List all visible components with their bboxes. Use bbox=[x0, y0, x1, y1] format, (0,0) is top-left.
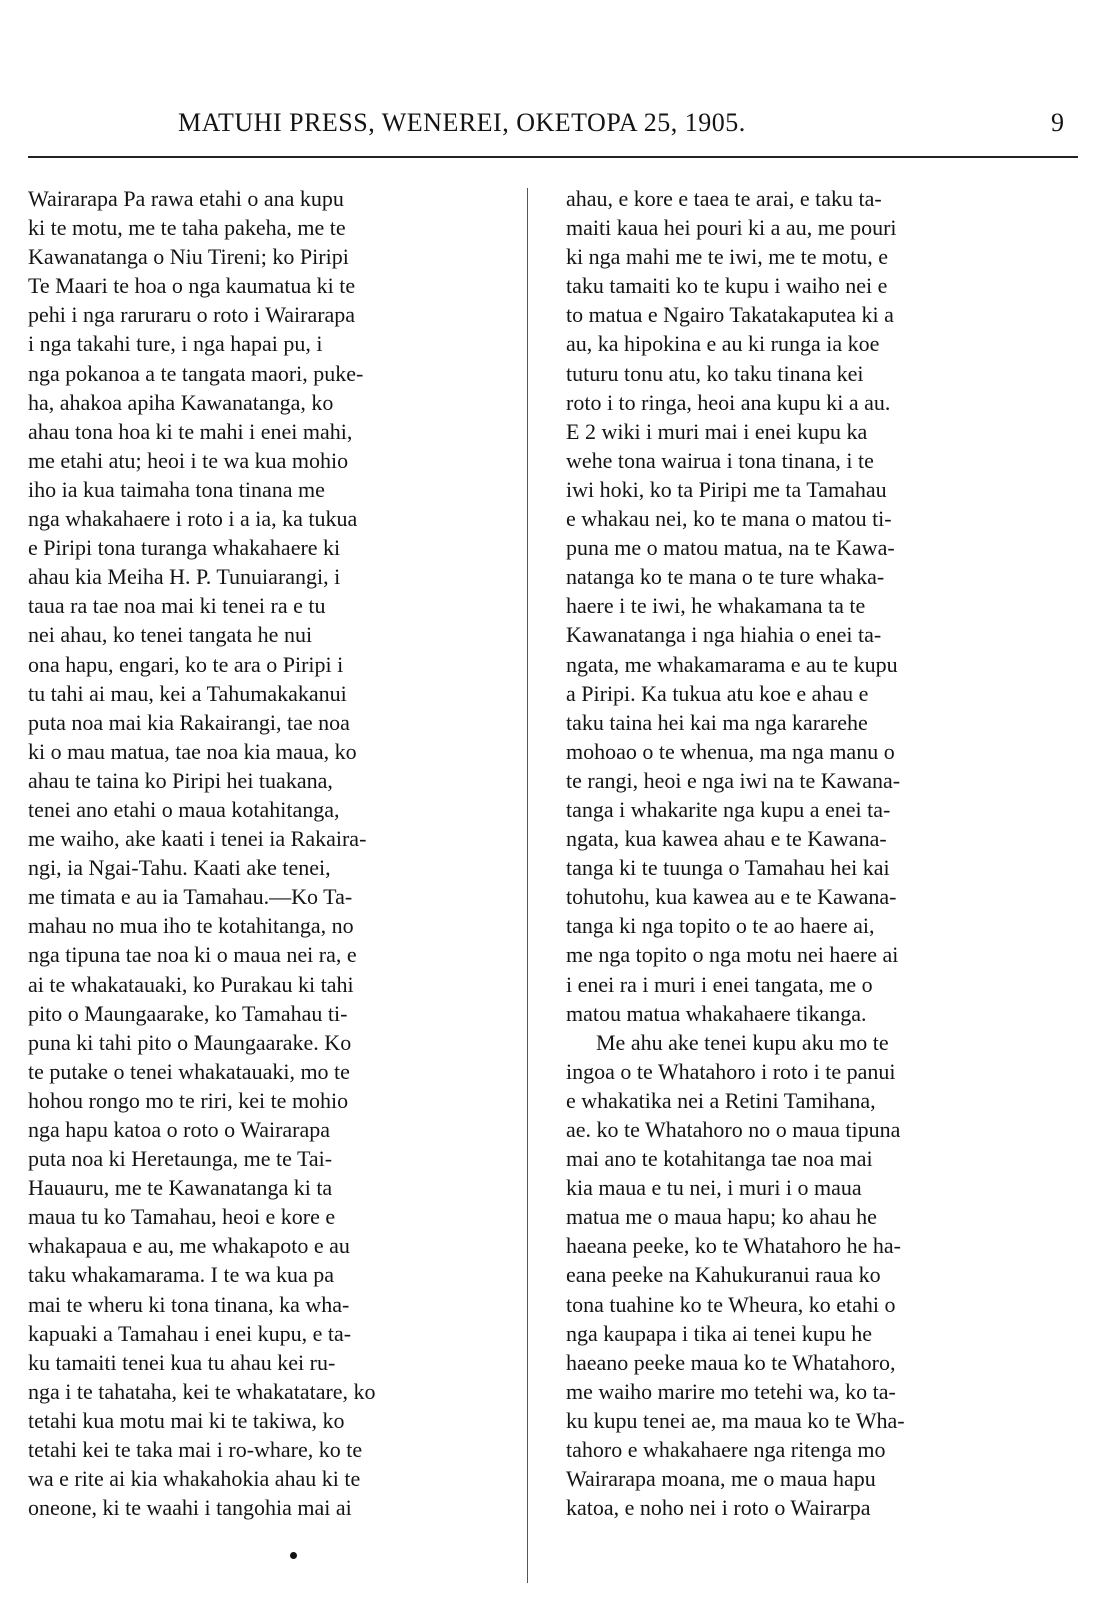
text-line: e whakau nei, ko te mana o matou ti- bbox=[566, 506, 892, 532]
text-line: Kawanatanga i nga hiahia o enei ta- bbox=[566, 622, 882, 648]
text-line: nga kaupapa i tika ai tenei kupu he bbox=[566, 1320, 873, 1346]
text-line: ona hapu, engari, ko te ara o Piripi i bbox=[28, 651, 344, 677]
text-line: nga whakahaere i roto i a ia, ka tukua bbox=[28, 506, 358, 532]
text-line: puna me o matou matua, na te Kawa- bbox=[566, 535, 895, 561]
text-line: ngi, ia Ngai-Tahu. Kaati ake tenei, bbox=[28, 855, 331, 881]
text-line: maiti kaua hei pouri ki a au, me pouri bbox=[566, 215, 897, 241]
text-line: Kawanatanga o Niu Tireni; ko Piripi bbox=[28, 244, 349, 270]
text-line: iwi hoki, ko ta Piripi me ta Tamahau bbox=[566, 476, 887, 502]
text-line: kapuaki a Tamahau i enei kupu, e ta- bbox=[28, 1320, 352, 1346]
text-line: tahoro e whakahaere nga ritenga mo bbox=[566, 1437, 886, 1463]
text-line: matua me o maua hapu; ko ahau he bbox=[566, 1204, 877, 1230]
text-line: Wairarapa moana, me o maua hapu bbox=[566, 1466, 876, 1492]
text-line: hohou rongo mo te riri, kei te mohio bbox=[28, 1087, 349, 1113]
text-line: a Piripi. Ka tukua atu koe e ahau e bbox=[566, 680, 869, 706]
text-line: ngata, kua kawea ahau e te Kawana- bbox=[566, 826, 887, 852]
text-line: ngata, me whakamarama e au te kupu bbox=[566, 651, 898, 677]
text-line: tona tuahine ko te Wheura, ko etahi o bbox=[566, 1291, 896, 1317]
text-line: pehi i nga raruraru o roto i Wairarapa bbox=[28, 302, 356, 328]
text-line: me waiho, ake kaati i tenei ia Rakaira- bbox=[28, 826, 367, 852]
text-line: whakapaua e au, me whakapoto e au bbox=[28, 1233, 350, 1259]
text-line: taku taina hei kai ma nga kararehe bbox=[566, 709, 868, 735]
text-line: me waiho marire mo tetehi wa, ko ta- bbox=[566, 1378, 896, 1404]
text-line: mai ano te kotahitanga tae noa mai bbox=[566, 1146, 873, 1172]
text-line: E 2 wiki i muri mai i enei kupu ka bbox=[566, 418, 868, 444]
text-line: to matua e Ngairo Takatakaputea ki a bbox=[566, 302, 894, 328]
text-line: matou matua whakahaere tikanga. bbox=[566, 1000, 867, 1026]
text-line: nga hapu katoa o roto o Wairarapa bbox=[28, 1117, 331, 1142]
page-number: 9 bbox=[1051, 108, 1064, 137]
text-line: Me ahu ake tenei kupu aku mo te bbox=[596, 1029, 889, 1055]
text-line: nga i te tahataha, kei te whakatatare, ko bbox=[28, 1378, 376, 1404]
text-line: tuturu tonu atu, ko taku tinana kei bbox=[566, 360, 864, 386]
text-line: ahau te taina ko Piripi hei tuakana, bbox=[28, 767, 333, 793]
text-line: taku whakamarama. I te wa kua pa bbox=[28, 1262, 335, 1288]
text-line: tetahi kei te taka mai i ro-whare, ko te bbox=[28, 1437, 363, 1463]
text-line: ai te whakatauaki, ko Purakau ki tahi bbox=[28, 971, 354, 997]
page-header bbox=[28, 108, 1078, 142]
header-title: MATUHI PRESS, WENEREI, OKETOPA 25, 1905. bbox=[178, 108, 746, 137]
text-line: ahau kia Meiha H. P. Tunuiarangi, i bbox=[28, 564, 341, 590]
text-line: ki te motu, me te taha pakeha, me te bbox=[28, 215, 346, 241]
text-line: i enei ra i muri i enei tangata, me o bbox=[566, 971, 873, 997]
text-line: taua ra tae noa mai ki tenei ra e tu bbox=[28, 593, 326, 619]
text-line: ahau tona hoa ki te mahi i enei mahi, bbox=[28, 418, 353, 444]
text-line: haeana peeke, ko te Whatahoro he ha- bbox=[566, 1233, 901, 1259]
text-line: eana peeke na Kahukuranui raua ko bbox=[566, 1262, 881, 1288]
text-line: Hauauru, me te Kawanatanga ki ta bbox=[28, 1175, 333, 1201]
text-line: oneone, ki te waahi i tangohia mai ai bbox=[28, 1495, 352, 1521]
text-line: haere i te iwi, he whakamana ta te bbox=[566, 593, 866, 619]
text-line: mahau no mua iho te kotahitanga, no bbox=[28, 913, 354, 939]
text-line: iho ia kua taimaha tona tinana me bbox=[28, 476, 325, 502]
column-divider bbox=[527, 188, 528, 1583]
text-line: e Piripi tona turanga whakahaere ki bbox=[28, 535, 341, 561]
text-line: puta noa mai kia Rakairangi, tae noa bbox=[28, 709, 350, 735]
text-line: ku tamaiti tenei kua tu ahau kei ru- bbox=[28, 1349, 336, 1375]
text-line: ae. ko te Whatahoro no o maua tipuna bbox=[566, 1117, 901, 1142]
text-line: katoa, e noho nei i roto o Wairarpa bbox=[566, 1495, 871, 1521]
text-line: puta noa ki Heretaunga, me te Tai- bbox=[28, 1146, 333, 1172]
text-line: Wairarapa Pa rawa etahi o ana kupu bbox=[28, 186, 344, 211]
text-line: Te Maari te hoa o nga kaumatua ki te bbox=[28, 273, 356, 299]
text-line: roto i to ringa, heoi ana kupu ki a au. bbox=[566, 389, 891, 415]
text-line: tanga i whakarite nga kupu a enei ta- bbox=[566, 796, 891, 822]
text-line: ha, ahakoa apiha Kawanatanga, ko bbox=[28, 389, 334, 415]
text-line: nei ahau, ko tenei tangata he nui bbox=[28, 622, 313, 648]
left-column bbox=[28, 184, 503, 1522]
text-line: maua tu ko Tamahau, heoi e kore e bbox=[28, 1204, 336, 1230]
text-line: wa e rite ai kia whakahokia ahau ki te bbox=[28, 1466, 361, 1492]
text-line: ahau, e kore e taea te arai, e taku ta- bbox=[566, 186, 882, 211]
right-column bbox=[566, 184, 1066, 1522]
text-line: nga tipuna tae noa ki o maua nei ra, e bbox=[28, 942, 357, 968]
text-line: puna ki tahi pito o Maungaarake. Ko bbox=[28, 1029, 352, 1055]
text-line: mohoao o te whenua, ma nga manu o bbox=[566, 738, 895, 764]
text-line: haeano peeke maua ko te Whatahoro, bbox=[566, 1349, 896, 1375]
text-line: me timata e au ia Tamahau.—Ko Ta- bbox=[28, 884, 353, 910]
text-line: mai te wheru ki tona tinana, ka wha- bbox=[28, 1291, 350, 1317]
header-rule bbox=[28, 156, 1078, 158]
text-line: ku kupu tenei ae, ma maua ko te Wha- bbox=[566, 1407, 905, 1433]
text-line: tu tahi ai mau, kei a Tahumakakanui bbox=[28, 680, 347, 706]
text-line: au, ka hipokina e au ki runga ia koe bbox=[566, 331, 880, 357]
ink-speck bbox=[290, 1552, 297, 1559]
text-line: tetahi kua motu mai ki te takiwa, ko bbox=[28, 1407, 345, 1433]
text-line: kia maua e tu nei, i muri i o maua bbox=[566, 1175, 862, 1201]
text-line: tanga ki te tuunga o Tamahau hei kai bbox=[566, 855, 890, 881]
text-line: ingoa o te Whatahoro i roto i te panui bbox=[566, 1058, 896, 1084]
text-line: natanga ko te mana o te ture whaka- bbox=[566, 564, 885, 590]
text-line: ki nga mahi me te iwi, me te motu, e bbox=[566, 244, 888, 270]
text-line: me nga topito o nga motu nei haere ai bbox=[566, 942, 899, 968]
text-line: te rangi, heoi e nga iwi na te Kawana- bbox=[566, 767, 901, 793]
text-line: tanga ki nga topito o te ao haere ai, bbox=[566, 913, 875, 939]
text-line: taku tamaiti ko te kupu i waiho nei e bbox=[566, 273, 888, 299]
text-line: ki o mau matua, tae noa kia maua, ko bbox=[28, 738, 357, 764]
text-line: pito o Maungaarake, ko Tamahau ti- bbox=[28, 1000, 348, 1026]
text-line: tohutohu, kua kawea au e te Kawana- bbox=[566, 884, 897, 910]
text-line: wehe tona wairua i tona tinana, i te bbox=[566, 447, 874, 473]
text-line: tenei ano etahi o maua kotahitanga, bbox=[28, 796, 340, 822]
text-line: nga pokanoa a te tangata maori, puke- bbox=[28, 360, 364, 386]
text-line: te putake o tenei whakatauaki, mo te bbox=[28, 1058, 350, 1084]
text-line: i nga takahi ture, i nga hapai pu, i bbox=[28, 331, 323, 357]
text-line: me etahi atu; heoi i te wa kua mohio bbox=[28, 447, 349, 473]
text-line: e whakatika nei a Retini Tamihana, bbox=[566, 1087, 876, 1113]
